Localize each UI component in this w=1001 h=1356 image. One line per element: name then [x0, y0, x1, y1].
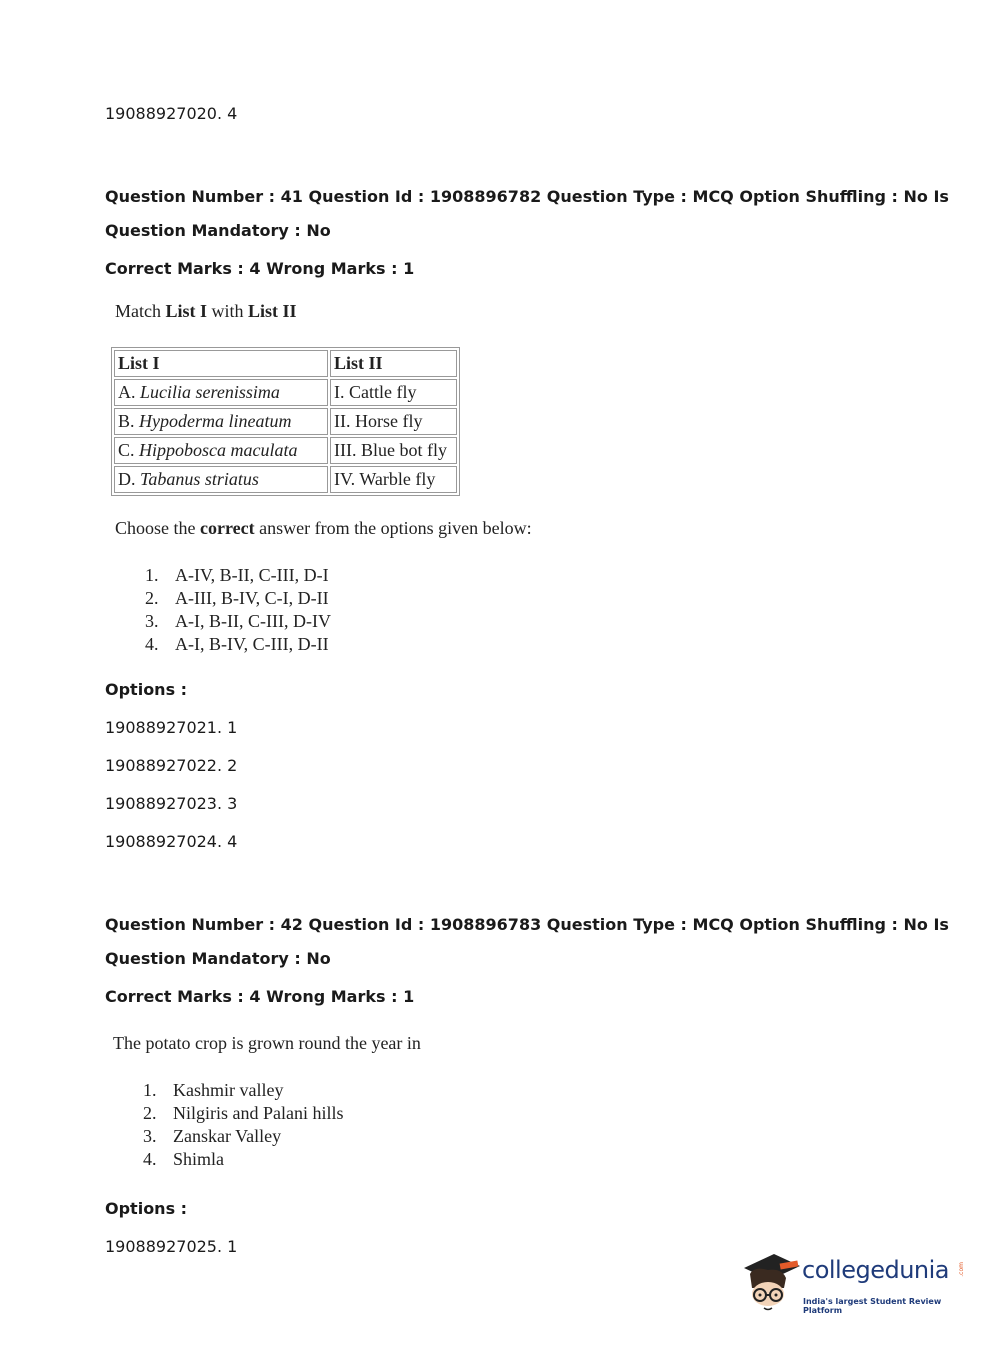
table-cell: I. Cattle fly — [330, 379, 457, 406]
q41-prompt-list1: List I — [165, 301, 207, 321]
choice-number: 1. — [145, 565, 159, 585]
table-row — [114, 379, 457, 406]
table-cell — [114, 466, 328, 493]
q42-header-line2: Question Mandatory : No — [105, 949, 331, 968]
choice-text: Shimla — [173, 1149, 225, 1169]
choice-number: 2. — [145, 588, 159, 608]
q41-marks: Correct Marks : 4 Wrong Marks : 1 — [105, 259, 415, 278]
list-item — [145, 633, 331, 656]
q41-choice-list — [145, 564, 331, 656]
species-name: Hypoderma lineatum — [139, 411, 292, 431]
option-line: 19088927020. 4 — [105, 104, 238, 123]
q41-prompt-mid: with — [207, 301, 249, 321]
q41-options-label: Options : — [105, 680, 188, 699]
table-row — [114, 466, 457, 493]
logo-suffix: .com — [958, 1262, 965, 1277]
table-row — [114, 437, 457, 464]
choice-text: A-IV, B-II, C-III, D-I — [175, 565, 329, 585]
list-item — [143, 1079, 344, 1102]
choice-text: Zanskar Valley — [173, 1126, 282, 1146]
table-header-cell: List I — [114, 350, 328, 377]
choice-text: A-III, B-IV, C-I, D-II — [175, 588, 329, 608]
q41-prompt-list2: List II — [248, 301, 297, 321]
choice-number: 2. — [143, 1103, 157, 1123]
list-item — [143, 1102, 344, 1125]
species-name: Hippobosca maculata — [139, 440, 298, 460]
choice-number: 4. — [145, 634, 159, 654]
q41-choose-instruction — [115, 518, 532, 539]
logo-wordmark: collegedunia — [802, 1256, 950, 1284]
table-cell — [114, 437, 328, 464]
option-line: 19088927021. 1 — [105, 718, 238, 737]
logo-tagline: India's largest Student Review Platform — [803, 1297, 942, 1315]
table-cell — [114, 379, 328, 406]
row-letter: D. — [118, 469, 140, 489]
q42-marks: Correct Marks : 4 Wrong Marks : 1 — [105, 987, 415, 1006]
list-item — [145, 587, 331, 610]
list-item — [143, 1125, 344, 1148]
option-line: 19088927023. 3 — [105, 794, 238, 813]
option-line: 19088927022. 2 — [105, 756, 238, 775]
choose-pre: Choose the — [115, 518, 200, 538]
list-item — [143, 1148, 344, 1171]
choice-number: 3. — [145, 611, 159, 631]
row-letter: A. — [118, 382, 140, 402]
choice-text: Nilgiris and Palani hills — [173, 1103, 344, 1123]
q42-choice-list — [143, 1079, 344, 1171]
species-name: Tabanus striatus — [140, 469, 259, 489]
choice-text: A-I, B-IV, C-III, D-II — [175, 634, 329, 654]
choice-number: 4. — [143, 1149, 157, 1169]
list-item — [145, 610, 331, 633]
choice-text: Kashmir valley — [173, 1080, 284, 1100]
choose-bold: correct — [200, 518, 255, 538]
q42-prompt: The potato crop is grown round the year in — [113, 1033, 421, 1053]
species-name: Lucilia serenissima — [140, 382, 280, 402]
option-line: 19088927025. 1 — [105, 1237, 238, 1256]
q41-header-line2: Question Mandatory : No — [105, 221, 331, 240]
table-row — [114, 408, 457, 435]
choice-text: A-I, B-II, C-III, D-IV — [175, 611, 331, 631]
choice-number: 3. — [143, 1126, 157, 1146]
row-letter: C. — [118, 440, 140, 460]
q41-prompt — [115, 301, 297, 322]
option-line: 19088927024. 4 — [105, 832, 238, 851]
row-letter: B. — [118, 411, 140, 431]
table-cell: II. Horse fly — [330, 408, 457, 435]
q42-options-label: Options : — [105, 1199, 188, 1218]
q42-header-line1: Question Number : 42 Question Id : 1908896783 Question Type : MCQ Option Shuffling : No Is — [105, 915, 949, 934]
q41-prompt-pre: Match — [115, 301, 166, 321]
table-header-row — [114, 350, 457, 377]
choose-post: answer from the options given below: — [254, 518, 532, 538]
table-cell: III. Blue bot fly — [330, 437, 457, 464]
table-cell: IV. Warble fly — [330, 466, 457, 493]
mascot-icon — [740, 1248, 802, 1318]
table-cell — [114, 408, 328, 435]
match-table — [111, 347, 460, 496]
list-item — [145, 564, 331, 587]
choice-number: 1. — [143, 1080, 157, 1100]
collegedunia-logo — [740, 1248, 970, 1318]
table-header-cell: List II — [330, 350, 457, 377]
q41-header-line1: Question Number : 41 Question Id : 1908896782 Question Type : MCQ Option Shuffling : No Is — [105, 187, 949, 206]
